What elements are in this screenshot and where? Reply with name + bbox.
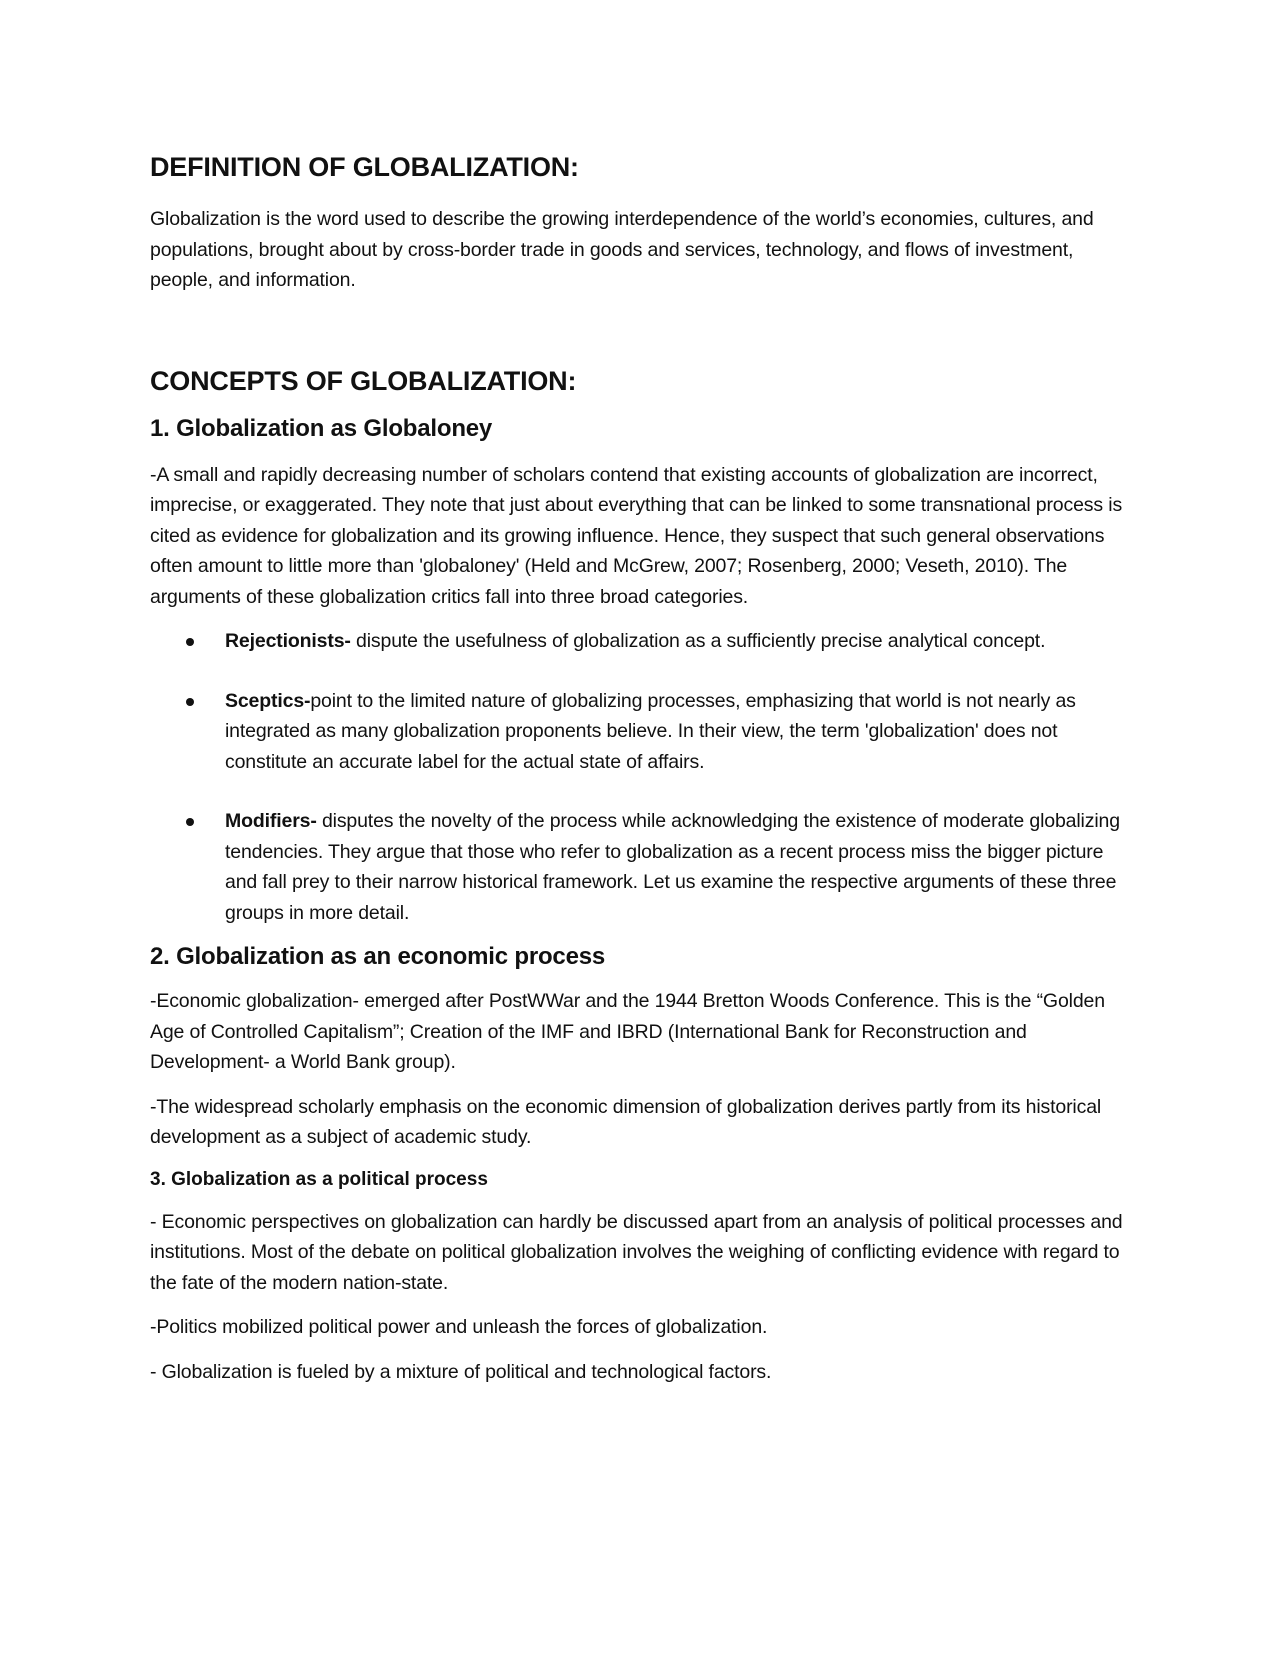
section3-paragraph-1: - Economic perspectives on globalization can hardly be discussed apart from an analysis of political processes and institutions. Most of the debate on political globalization involves the weighing of conflicting evidence with regard to the fate of the modern nation-state. — [150, 1210, 1123, 1294]
list-item — [150, 806, 1140, 928]
definition-heading: DEFINITION OF GLOBALIZATION: — [150, 152, 579, 182]
section1-heading: 1. Globalization as Globaloney — [150, 414, 493, 442]
critic-categories-list — [150, 626, 1140, 928]
list-item-text: disputes the novelty of the process while acknowledging the existence of moderate globalizing tendencies. They argue that those who refer to globalization as a recent process miss the bigger picture and fall prey to their narrow historical framework. Let us examine the respective arguments of these three groups in more detail. — [225, 810, 1120, 924]
bullet-icon — [186, 818, 194, 826]
bullet-icon — [186, 638, 194, 646]
bullet-icon — [186, 698, 194, 706]
list-item-text: point to the limited nature of globalizing processes, emphasizing that world is not nearly as integrated as many globalization proponents believe. In their view, the term 'globalization' does not constitute an accurate label for the actual state of affairs. — [225, 689, 1076, 773]
section3-paragraph-2: -Politics mobilized political power and unleash the forces of globalization. — [150, 1316, 768, 1338]
list-item-term: Modifiers- — [225, 810, 317, 832]
section2-paragraph-1: -Economic globalization- emerged after PostWWar and the 1944 Bretton Woods Conference. This is the “Golden Age of Controlled Capitalism”; Creation of the IMF and IBRD (International Bank for Reconstruction and Development- a World Bank group). — [150, 990, 1105, 1073]
section3-heading: 3. Globalization as a political process — [150, 1168, 488, 1190]
list-item-term: Sceptics- — [225, 689, 311, 712]
list-item-term: Rejectionists- — [225, 630, 351, 652]
section2-heading: 2. Globalization as an economic process — [150, 943, 606, 970]
list-item — [150, 626, 1140, 657]
document-content — [150, 150, 1140, 1387]
section2-paragraph-2: -The widespread scholarly emphasis on the economic dimension of globalization derives partly from its historical development as a subject of academic study. — [150, 1095, 1102, 1148]
section3-paragraph-3: - Globalization is fueled by a mixture of political and technological factors. — [150, 1360, 772, 1383]
list-item — [150, 686, 1140, 778]
section-spacer — [150, 296, 1140, 364]
definition-body: Globalization is the word used to describe the growing interdependence of the world’s economies, cultures, and populations, brought about by cross-border trade in goods and services, technology, and flows of investment, people, and information. — [150, 208, 1094, 291]
section1-body: -A small and rapidly decreasing number of scholars contend that existing accounts of globalization are incorrect, imprecise, or exaggerated. They note that just about everything that can be linked to some transnational process is cited as evidence for globalization and its growing influence. Hence, they suspect that such general observations often amount to little more than 'globaloney' (Held and McGrew, 2007; Rosenberg, 2000; Veseth, 2010). The arguments of these globalization critics fall into three broad categories. — [150, 463, 1123, 608]
list-item-text: dispute the usefulness of globalization as a sufficiently precise analytical concept. — [350, 630, 1046, 652]
concepts-heading: CONCEPTS OF GLOBALIZATION: — [150, 365, 577, 396]
